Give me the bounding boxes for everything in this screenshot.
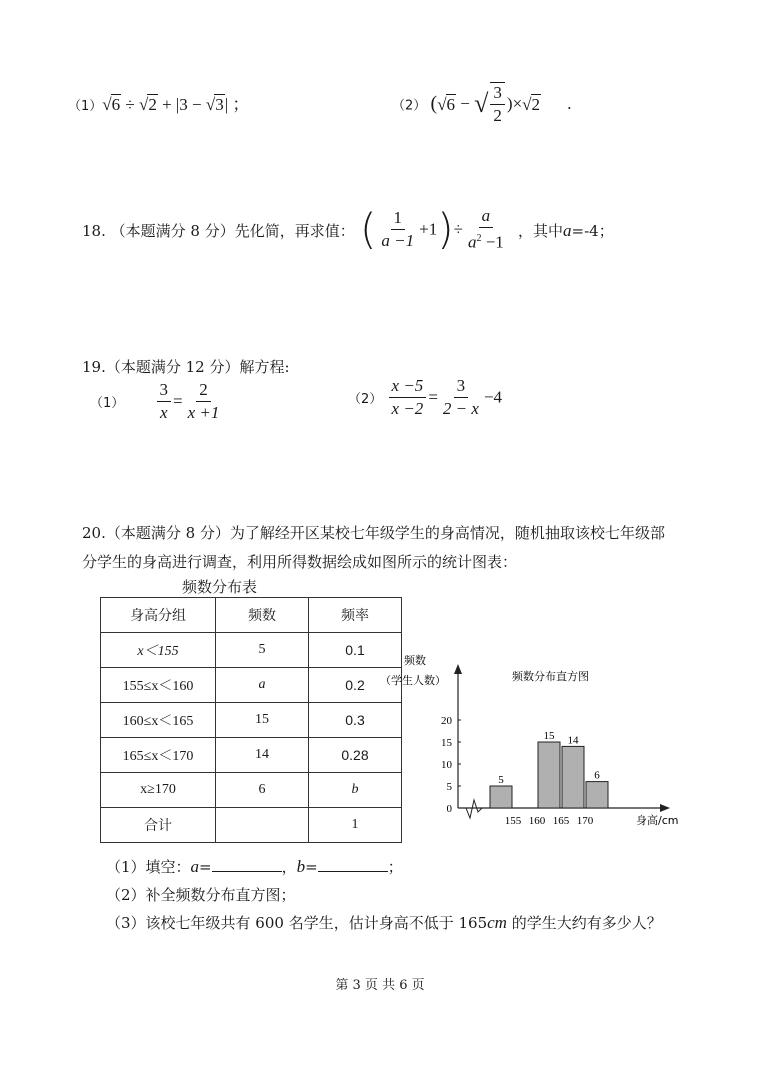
x-tick-label: 170 bbox=[576, 815, 594, 827]
histogram-chart bbox=[374, 648, 694, 838]
q19-p1-equals: = bbox=[173, 391, 183, 411]
q20-sub1-eq-b: = bbox=[305, 858, 318, 876]
q17-part2: （2） (√6 − √ $\frac{3}{2}$ )×√2 . bbox=[392, 83, 572, 125]
table-cell: 1 bbox=[309, 808, 402, 843]
q17-p2-minus: − bbox=[460, 94, 470, 113]
q19-p2-left-den: x −2 bbox=[391, 399, 424, 418]
q17-paren-open: ( bbox=[430, 92, 438, 115]
table-row bbox=[101, 668, 402, 703]
q19-p1-left-fraction bbox=[157, 380, 172, 423]
table-cell: x≥170 bbox=[101, 773, 216, 808]
q18-given-prefix: ，其中 bbox=[518, 222, 564, 240]
page-footer: 第 3 页 共 6 页 bbox=[335, 978, 425, 993]
q18-f2-num: a bbox=[479, 206, 494, 228]
y-tick-label: 20 bbox=[441, 715, 452, 727]
q20-sub3-text-end: 的学生大约有多少人？ bbox=[506, 914, 662, 932]
q17-sqrt6: 6 bbox=[111, 95, 121, 114]
y-tick-label: 0 bbox=[446, 803, 452, 815]
q20-sub2: （2）补全频数分布直方图； bbox=[106, 886, 296, 904]
histogram-bar bbox=[586, 782, 608, 808]
q18-fraction-1 bbox=[378, 208, 417, 251]
table-cell: 0.2 bbox=[309, 668, 402, 703]
x-tick-label: 155 bbox=[504, 815, 522, 827]
q20-sub3-unit: cm bbox=[487, 913, 507, 932]
histogram-bar bbox=[490, 786, 512, 808]
table-header-row bbox=[101, 598, 402, 633]
q17-p2-fraction bbox=[490, 82, 505, 126]
q18-f1-den: a −1 bbox=[381, 230, 415, 250]
q17-p2-sqrt2: 2 bbox=[531, 94, 541, 114]
chart-ylabel-line2: （学生人数） bbox=[380, 674, 446, 687]
q20-sub1 bbox=[106, 856, 403, 877]
table-cell: b bbox=[309, 773, 402, 808]
bar-value-label: 6 bbox=[594, 769, 600, 782]
q19-p2-right-num: 3 bbox=[454, 376, 469, 398]
q20-sub3-text: （3）该校七年级共有 600 名学生，估计身高不低于 165 bbox=[106, 914, 488, 932]
q19-p1-left-num: 3 bbox=[157, 380, 172, 402]
q18-given-value: =-4； bbox=[571, 222, 614, 240]
q20-sub1-eq-a: = bbox=[199, 858, 212, 876]
q17-part2-label: （2） bbox=[392, 98, 427, 114]
q18-heading: 18. （本题满分 8 分）先化简，再求值： bbox=[82, 222, 355, 240]
y-tick-label: 5 bbox=[446, 781, 452, 793]
table-cell bbox=[216, 808, 309, 843]
q18-given bbox=[518, 220, 614, 241]
q17-sqrt3: 3 bbox=[215, 95, 224, 114]
table-cell: 0.28 bbox=[309, 738, 402, 773]
x-tick-label: 160 bbox=[528, 815, 546, 827]
bar-value-label: 5 bbox=[498, 774, 504, 786]
q19-p2-right-den: 2 − x bbox=[442, 399, 479, 418]
q18-paren-close: ) bbox=[437, 204, 454, 254]
q19-part2-label: （2） bbox=[348, 392, 383, 407]
chart-bars bbox=[490, 730, 608, 808]
q19-p1-left-den: x bbox=[160, 403, 168, 422]
q17-p2-dot: . bbox=[567, 94, 572, 113]
q17-paren-close: )× bbox=[506, 94, 523, 113]
q17-part1: （1）√6 ÷ √2 + |3 − √3| ； bbox=[68, 95, 250, 114]
q20-sub3 bbox=[106, 912, 662, 933]
table-cell: 0.3 bbox=[309, 703, 402, 738]
frequency-table bbox=[100, 597, 402, 843]
q17-abs-open: + |3 − bbox=[162, 95, 202, 114]
table-row bbox=[101, 808, 402, 843]
q18-f2-den-tail: −1 bbox=[481, 232, 504, 252]
table-header: 身高分组 bbox=[101, 598, 216, 633]
q20-line1: 20.（本题满分 8 分）为了解经开区某校七年级学生的身高情况，随机抽取该校七年级部 bbox=[82, 524, 665, 542]
q20-sub1-var-b: b bbox=[296, 857, 306, 876]
table-cell: 14 bbox=[216, 738, 309, 773]
q20-sub1-end: ； bbox=[387, 858, 403, 876]
answer-blank-a[interactable] bbox=[212, 857, 282, 872]
q18-expression bbox=[360, 206, 509, 253]
table-header: 频数 bbox=[216, 598, 309, 633]
table-cell: x＜155 bbox=[101, 633, 216, 668]
table-cell: 160≤x＜165 bbox=[101, 703, 216, 738]
table-cell: 15 bbox=[216, 703, 309, 738]
q17-divide: ÷ bbox=[125, 95, 135, 114]
chart-title: 频数分布直方图 bbox=[512, 670, 589, 683]
q19-part2 bbox=[348, 376, 502, 419]
answer-blank-b[interactable] bbox=[318, 857, 388, 872]
q19-p1-right-den: x +1 bbox=[187, 403, 220, 422]
q17-sqrt2: 2 bbox=[148, 95, 157, 114]
table-row bbox=[101, 633, 402, 668]
q19-p2-left-num: x −5 bbox=[389, 376, 427, 398]
q19-p2-tail: −4 bbox=[483, 387, 503, 407]
x-tick-label: 165 bbox=[552, 815, 570, 827]
q18-plus-one: +1 bbox=[419, 219, 438, 239]
q20-sub1-label: （1）填空： bbox=[106, 858, 191, 876]
q17-p2-frac-den: 2 bbox=[493, 106, 502, 125]
q19-heading: 19.（本题满分 12 分）解方程: bbox=[82, 358, 290, 376]
q20-sub1-var-a: a bbox=[190, 857, 200, 876]
q19-p1-right-fraction bbox=[185, 380, 223, 423]
chart-x-ticks bbox=[505, 815, 594, 827]
chart-ylabel-line1: 频数 bbox=[404, 654, 426, 667]
q18-f1-num: 1 bbox=[391, 208, 406, 230]
q17-part1-label: （1） bbox=[68, 99, 103, 114]
histogram-bar bbox=[538, 742, 560, 808]
table-cell: 155≤x＜160 bbox=[101, 668, 216, 703]
q19-p1-right-num: 2 bbox=[196, 380, 211, 402]
q17-abs-close: | ； bbox=[224, 95, 250, 114]
q18-paren-open: ( bbox=[360, 204, 377, 254]
table-cell: 0.1 bbox=[309, 633, 402, 668]
q18-given-var: a bbox=[563, 221, 572, 240]
table-cell: a bbox=[216, 668, 309, 703]
q17-p2-frac-num: 3 bbox=[490, 83, 505, 105]
y-tick-label: 15 bbox=[441, 737, 452, 749]
table-row bbox=[101, 738, 402, 773]
x-axis-arrow bbox=[660, 804, 670, 812]
bar-value-label: 15 bbox=[543, 730, 555, 742]
q17-p2-sqrt6: 6 bbox=[446, 94, 456, 114]
q18-fraction-2 bbox=[465, 206, 507, 253]
table-row bbox=[101, 703, 402, 738]
q19-p2-left-fraction bbox=[389, 376, 427, 419]
table-header: 频率 bbox=[309, 598, 402, 633]
q19-p2-right-fraction bbox=[440, 376, 482, 419]
table-cell: 165≤x＜170 bbox=[101, 738, 216, 773]
q18-f2-den-base: a bbox=[467, 232, 477, 252]
q18-f2-den-exp: 2 bbox=[476, 233, 482, 244]
q19-part1 bbox=[90, 380, 224, 423]
table-row bbox=[101, 773, 402, 808]
histogram-bar bbox=[562, 746, 584, 808]
q20-sub1-sep: ， bbox=[281, 858, 297, 876]
table-cell: 6 bbox=[216, 773, 309, 808]
q20-table-title: 频数分布表 bbox=[182, 578, 258, 596]
q20-line2: 分学生的身高进行调查，利用所得数据绘成如图所示的统计图表： bbox=[82, 553, 518, 571]
y-axis-arrow bbox=[454, 664, 462, 674]
chart-xlabel: 身高/cm bbox=[636, 814, 679, 827]
table-cell: 5 bbox=[216, 633, 309, 668]
y-tick-label: 10 bbox=[441, 759, 452, 771]
axis-break bbox=[466, 800, 482, 818]
table-cell: 合计 bbox=[101, 808, 216, 843]
q19-part1-label: （1） bbox=[90, 396, 125, 411]
q18-divide: ÷ bbox=[453, 219, 463, 239]
q19-p2-equals: = bbox=[428, 387, 438, 407]
bar-value-label: 14 bbox=[567, 734, 579, 747]
